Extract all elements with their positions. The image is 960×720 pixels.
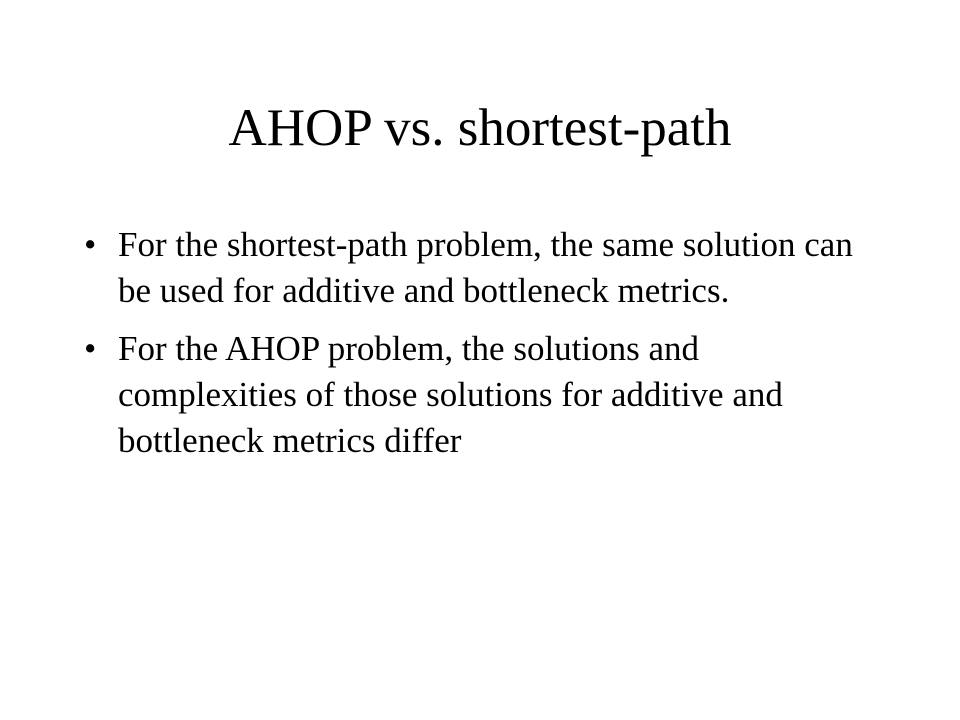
slide-title: AHOP vs. shortest-path [228, 99, 732, 157]
bullet-item [84, 222, 884, 314]
bullet-list [84, 222, 884, 476]
bullet-text: For the shortest-path problem, the same solution can be used for additive and bottleneck metrics. [118, 225, 853, 310]
bullet-text: For the AHOP problem, the solutions and complexities of those solutions for additive and bottleneck metrics differ [118, 329, 783, 460]
bullet-item [84, 326, 884, 464]
bullet-icon: • [84, 329, 97, 368]
bullet-icon: • [84, 225, 97, 264]
